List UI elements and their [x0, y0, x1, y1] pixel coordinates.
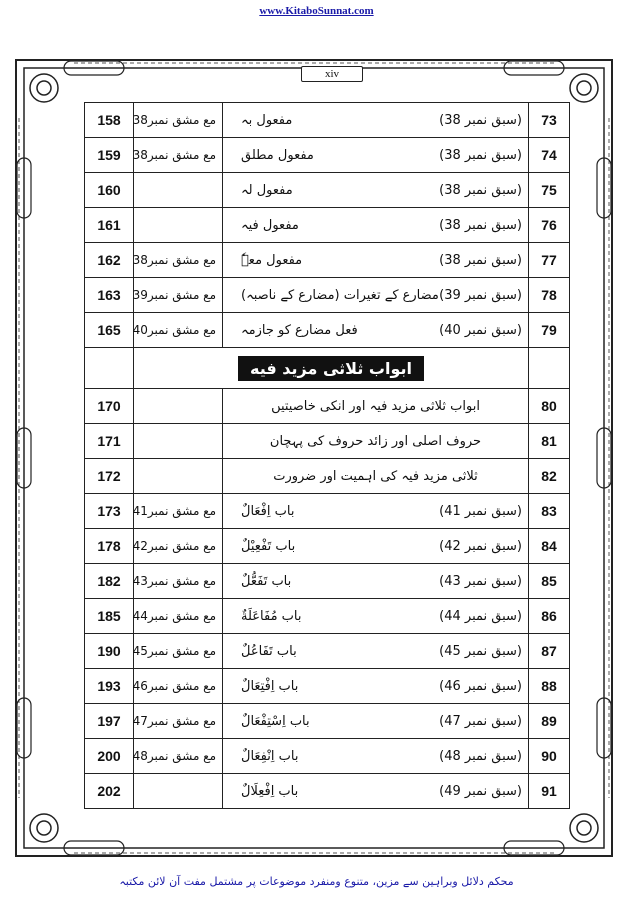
- lesson-label: (سبق نمبر 48): [439, 748, 522, 764]
- section-heading-row: [85, 348, 570, 389]
- exercise-cell: [134, 173, 223, 208]
- table-row: [85, 103, 570, 138]
- topic-label: باب اِسْتِفْعَالٌ: [241, 713, 310, 729]
- table-row: [85, 634, 570, 669]
- topic-cell: [223, 138, 529, 173]
- topic-cell: [223, 173, 529, 208]
- topic-label: باب تَفَعُّلٌ: [241, 573, 292, 589]
- lesson-label: (سبق نمبر 45): [439, 643, 522, 659]
- page-cell: 170: [85, 389, 134, 424]
- topic-label: باب تَفْعِیْلٌ: [241, 538, 296, 554]
- table-row: [85, 313, 570, 348]
- page-cell: 173: [85, 494, 134, 529]
- lesson-label: (سبق نمبر 38): [439, 252, 522, 268]
- table-row: [85, 774, 570, 809]
- topic-cell: [223, 634, 529, 669]
- table-row: [85, 173, 570, 208]
- topic-label: باب اِفْعِلَالٌ: [241, 783, 299, 799]
- page-cell: 200: [85, 739, 134, 774]
- page-cell: 160: [85, 173, 134, 208]
- topic-cell: [223, 494, 529, 529]
- table-row: [85, 704, 570, 739]
- topic-label: مفعول بہ: [241, 112, 293, 128]
- topic-cell: [223, 704, 529, 739]
- page-cell: 202: [85, 774, 134, 809]
- serial-cell: 83: [529, 494, 570, 529]
- serial-cell: 89: [529, 704, 570, 739]
- table-row: [85, 494, 570, 529]
- serial-cell: 85: [529, 564, 570, 599]
- lesson-label: (سبق نمبر 42): [439, 538, 522, 554]
- exercise-cell: مع مشق نمبر39: [134, 278, 223, 313]
- topic-label: باب تَفَاعُلٌ: [241, 643, 297, 659]
- exercise-cell: مع مشق نمبر47: [134, 704, 223, 739]
- serial-cell: 88: [529, 669, 570, 704]
- page-cell: 190: [85, 634, 134, 669]
- exercise-cell: [134, 208, 223, 243]
- serial-cell: 90: [529, 739, 570, 774]
- site-url[interactable]: www.KitaboSunnat.com: [259, 5, 374, 17]
- serial-cell: 87: [529, 634, 570, 669]
- topic-cell: [223, 669, 529, 704]
- topic-cell: [223, 313, 529, 348]
- exercise-cell: [134, 424, 223, 459]
- serial-cell: 84: [529, 529, 570, 564]
- lesson-label: (سبق نمبر 38): [439, 217, 522, 233]
- lesson-label: (سبق نمبر 49): [439, 783, 522, 799]
- topic-cell: [223, 599, 529, 634]
- page-cell: 163: [85, 278, 134, 313]
- lesson-label: (سبق نمبر 46): [439, 678, 522, 694]
- exercise-cell: مع مشق نمبر45: [134, 634, 223, 669]
- topic-cell: [223, 278, 529, 313]
- topic-cell: [223, 774, 529, 809]
- exercise-cell: مع مشق نمبر38: [134, 138, 223, 173]
- serial-cell: 74: [529, 138, 570, 173]
- serial-cell: 86: [529, 599, 570, 634]
- exercise-cell: [134, 774, 223, 809]
- table-row: [85, 669, 570, 704]
- topic-label: باب اِفْتِعَالٌ: [241, 678, 299, 694]
- footer-tagline: محکم دلائل وبراہین سے مزین، متنوع ومنفرد موضوعات پر مشتمل مفت آن لائن مکتبہ: [119, 875, 514, 888]
- exercise-cell: مع مشق نمبر41: [134, 494, 223, 529]
- empty-cell: [85, 348, 134, 389]
- serial-cell: 81: [529, 424, 570, 459]
- page-cell: 162: [85, 243, 134, 278]
- topic-label: باب اِفْعَالٌ: [241, 503, 295, 519]
- exercise-cell: مع مشق نمبر44: [134, 599, 223, 634]
- exercise-cell: مع مشق نمبر38: [134, 103, 223, 138]
- topic-label: ثلاثی مزید فیہ کی اہمیت اور ضرورت: [273, 468, 478, 484]
- topic-cell: [223, 208, 529, 243]
- topic-label: مفعول مطلق: [241, 147, 314, 163]
- lesson-label: (سبق نمبر 47): [439, 713, 522, 729]
- serial-cell: 82: [529, 459, 570, 494]
- table-row: [85, 208, 570, 243]
- page-cell: 182: [85, 564, 134, 599]
- lesson-label: (سبق نمبر 40): [439, 322, 522, 338]
- page-cell: 165: [85, 313, 134, 348]
- topic-cell: [223, 739, 529, 774]
- serial-cell: 77: [529, 243, 570, 278]
- serial-cell: 91: [529, 774, 570, 809]
- table-row: [85, 599, 570, 634]
- lesson-label: (سبق نمبر 41): [439, 503, 522, 519]
- table-row: [85, 529, 570, 564]
- page-cell: 193: [85, 669, 134, 704]
- table-row: [85, 243, 570, 278]
- topic-label: باب اِنْفِعَالٌ: [241, 748, 299, 764]
- table-row: [85, 278, 570, 313]
- topic-label: مفعول معہٗ: [241, 252, 303, 268]
- page-cell: 178: [85, 529, 134, 564]
- page-cell: 185: [85, 599, 134, 634]
- topic-cell: [223, 389, 529, 424]
- exercise-cell: مع مشق نمبر38: [134, 243, 223, 278]
- topic-label: ابواب ثلاثی مزید فیہ اور انکی خاصیتیں: [271, 398, 480, 414]
- lesson-label: (سبق نمبر 39): [439, 287, 522, 303]
- page-cell: 158: [85, 103, 134, 138]
- page-number: xiv: [301, 66, 363, 82]
- exercise-cell: مع مشق نمبر42: [134, 529, 223, 564]
- exercise-cell: [134, 459, 223, 494]
- topic-label: حروف اصلی اور زائد حروف کی پہچان: [269, 433, 482, 449]
- topic-label: مفعول فیہ: [241, 217, 299, 233]
- table-row: [85, 564, 570, 599]
- serial-cell: 76: [529, 208, 570, 243]
- lesson-label: (سبق نمبر 44): [439, 608, 522, 624]
- topic-cell: [223, 529, 529, 564]
- lesson-label: (سبق نمبر 38): [439, 147, 522, 163]
- lesson-label: (سبق نمبر 38): [439, 112, 522, 128]
- page-cell: 197: [85, 704, 134, 739]
- lesson-label: (سبق نمبر 38): [439, 182, 522, 198]
- lesson-label: (سبق نمبر 43): [439, 573, 522, 589]
- topic-label: باب مُفَاعَلَةٌ: [241, 608, 302, 624]
- serial-cell: 79: [529, 313, 570, 348]
- exercise-cell: مع مشق نمبر43: [134, 564, 223, 599]
- section-title: ابواب ثلاثی مزید فیه: [238, 356, 424, 381]
- serial-cell: 78: [529, 278, 570, 313]
- topic-cell: [223, 459, 529, 494]
- page-cell: 161: [85, 208, 134, 243]
- topic-label: فعل مضارع کو جازمہ: [241, 322, 358, 338]
- table-row: [85, 424, 570, 459]
- serial-cell: 75: [529, 173, 570, 208]
- page-cell: 172: [85, 459, 134, 494]
- table-row: [85, 459, 570, 494]
- topic-cell: [223, 424, 529, 459]
- serial-cell: 80: [529, 389, 570, 424]
- contents-table: [84, 102, 570, 809]
- table-row: [85, 389, 570, 424]
- page-cell: 171: [85, 424, 134, 459]
- topic-cell: [223, 103, 529, 138]
- page-cell: 159: [85, 138, 134, 173]
- empty-cell: [529, 348, 570, 389]
- exercise-cell: مع مشق نمبر48: [134, 739, 223, 774]
- topic-label: مفعول لہ: [241, 182, 293, 198]
- table-row: [85, 138, 570, 173]
- table-row: [85, 739, 570, 774]
- exercise-cell: مع مشق نمبر46: [134, 669, 223, 704]
- exercise-cell: [134, 389, 223, 424]
- topic-cell: [223, 564, 529, 599]
- section-heading-cell: [134, 348, 529, 389]
- exercise-cell: مع مشق نمبر40: [134, 313, 223, 348]
- topic-cell: [223, 243, 529, 278]
- serial-cell: 73: [529, 103, 570, 138]
- topic-label: مضارع کے تغیرات (مضارع کے ناصبہ): [241, 287, 439, 303]
